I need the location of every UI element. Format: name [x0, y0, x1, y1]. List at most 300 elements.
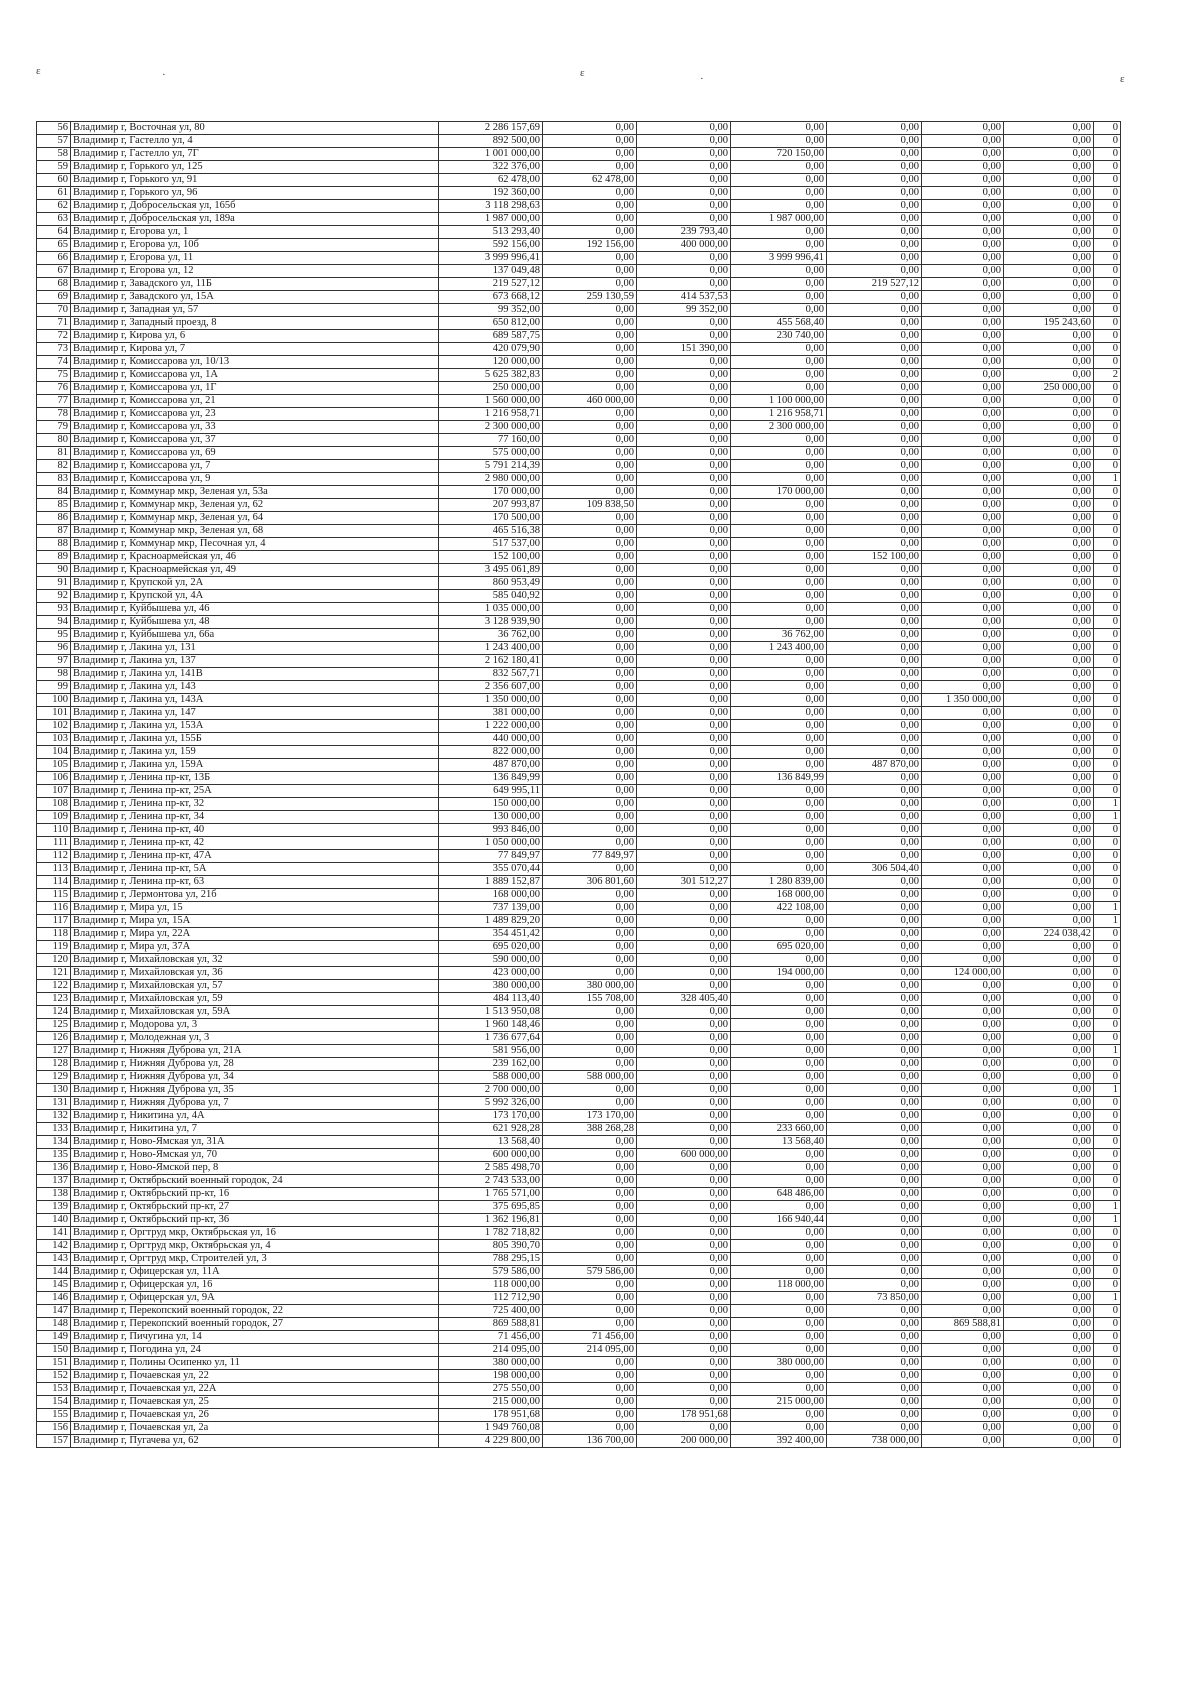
amount-col-5-cell: 0,00 — [922, 122, 1004, 135]
amount-col-5-cell: 0,00 — [922, 1240, 1004, 1253]
amount-col-2-cell: 0,00 — [637, 421, 731, 434]
total-amount-cell: 484 113,40 — [439, 993, 543, 1006]
address-cell: Владимир г, Октябрьский пр-кт, 36 — [71, 1214, 439, 1227]
count-cell: 0 — [1094, 824, 1121, 837]
address-cell: Владимир г, Октябрьский пр-кт, 16 — [71, 1188, 439, 1201]
count-cell: 0 — [1094, 434, 1121, 447]
table-row — [37, 369, 1121, 382]
total-amount-cell: 513 293,40 — [439, 226, 543, 239]
amount-col-3-cell: 0,00 — [731, 928, 827, 941]
table-row — [37, 668, 1121, 681]
amount-col-6-cell: 0,00 — [1004, 590, 1094, 603]
amount-col-4-cell: 0,00 — [827, 447, 922, 460]
amount-col-5-cell: 0,00 — [922, 811, 1004, 824]
count-cell: 0 — [1094, 707, 1121, 720]
total-amount-cell: 590 000,00 — [439, 954, 543, 967]
amount-col-5-cell: 0,00 — [922, 785, 1004, 798]
address-cell: Владимир г, Михайловская ул, 32 — [71, 954, 439, 967]
total-amount-cell: 621 928,28 — [439, 1123, 543, 1136]
total-amount-cell: 99 352,00 — [439, 304, 543, 317]
amount-col-2-cell: 0,00 — [637, 1123, 731, 1136]
count-cell: 1 — [1094, 1214, 1121, 1227]
amount-col-3-cell: 233 660,00 — [731, 1123, 827, 1136]
amount-col-3-cell: 0,00 — [731, 525, 827, 538]
table-row — [37, 1175, 1121, 1188]
amount-col-2-cell: 0,00 — [637, 564, 731, 577]
total-amount-cell: 3 118 298,63 — [439, 200, 543, 213]
amount-col-5-cell: 0,00 — [922, 876, 1004, 889]
total-amount-cell: 1 513 950,08 — [439, 1006, 543, 1019]
amount-col-3-cell: 648 486,00 — [731, 1188, 827, 1201]
amount-col-5-cell: 0,00 — [922, 161, 1004, 174]
amount-col-3-cell: 0,00 — [731, 1240, 827, 1253]
row-number: 104 — [37, 746, 71, 759]
total-amount-cell: 168 000,00 — [439, 889, 543, 902]
table-row — [37, 681, 1121, 694]
address-cell: Владимир г, Комиссарова ул, 10/13 — [71, 356, 439, 369]
row-number: 85 — [37, 499, 71, 512]
count-cell: 1 — [1094, 1045, 1121, 1058]
amount-col-1-cell: 0,00 — [543, 486, 637, 499]
amount-col-5-cell: 0,00 — [922, 1071, 1004, 1084]
count-cell: 0 — [1094, 1318, 1121, 1331]
table-row — [37, 551, 1121, 564]
amount-col-4-cell: 0,00 — [827, 1058, 922, 1071]
count-cell: 0 — [1094, 1435, 1121, 1448]
amount-col-4-cell: 0,00 — [827, 772, 922, 785]
amount-col-1-cell: 109 838,50 — [543, 499, 637, 512]
amount-col-5-cell: 0,00 — [922, 148, 1004, 161]
amount-col-3-cell: 0,00 — [731, 460, 827, 473]
table-row — [37, 252, 1121, 265]
amount-col-1-cell: 0,00 — [543, 967, 637, 980]
amount-col-5-cell: 0,00 — [922, 1435, 1004, 1448]
amount-col-2-cell: 0,00 — [637, 187, 731, 200]
amount-col-6-cell: 0,00 — [1004, 668, 1094, 681]
row-number: 148 — [37, 1318, 71, 1331]
address-cell: Владимир г, Лакина ул, 141В — [71, 668, 439, 681]
address-cell: Владимир г, Пугачева ул, 62 — [71, 1435, 439, 1448]
amount-col-1-cell: 0,00 — [543, 252, 637, 265]
amount-col-2-cell: 0,00 — [637, 733, 731, 746]
count-cell: 0 — [1094, 447, 1121, 460]
address-cell: Владимир г, Комиссарова ул, 21 — [71, 395, 439, 408]
table-row — [37, 889, 1121, 902]
scan-mark-3: ε — [580, 67, 585, 79]
total-amount-cell: 689 587,75 — [439, 330, 543, 343]
amount-col-5-cell: 0,00 — [922, 460, 1004, 473]
amount-col-4-cell: 0,00 — [827, 421, 922, 434]
amount-col-3-cell: 0,00 — [731, 1019, 827, 1032]
amount-col-6-cell: 0,00 — [1004, 603, 1094, 616]
amount-col-5-cell: 0,00 — [922, 642, 1004, 655]
total-amount-cell: 5 992 326,00 — [439, 1097, 543, 1110]
amount-col-4-cell: 0,00 — [827, 616, 922, 629]
total-amount-cell: 1 001 000,00 — [439, 148, 543, 161]
address-cell: Владимир г, Ново-Ямской пер, 8 — [71, 1162, 439, 1175]
amount-col-6-cell: 0,00 — [1004, 655, 1094, 668]
row-number: 145 — [37, 1279, 71, 1292]
row-number: 92 — [37, 590, 71, 603]
amount-col-5-cell: 0,00 — [922, 720, 1004, 733]
amount-col-2-cell: 301 512,27 — [637, 876, 731, 889]
table-row — [37, 759, 1121, 772]
row-number: 127 — [37, 1045, 71, 1058]
row-number: 67 — [37, 265, 71, 278]
amount-col-4-cell: 0,00 — [827, 967, 922, 980]
row-number: 105 — [37, 759, 71, 772]
amount-col-4-cell: 0,00 — [827, 980, 922, 993]
amount-col-4-cell: 0,00 — [827, 304, 922, 317]
amount-col-5-cell: 0,00 — [922, 1175, 1004, 1188]
amount-col-6-cell: 0,00 — [1004, 369, 1094, 382]
total-amount-cell: 1 889 152,87 — [439, 876, 543, 889]
amount-col-2-cell: 0,00 — [637, 850, 731, 863]
total-amount-cell: 375 695,85 — [439, 1201, 543, 1214]
table-row — [37, 382, 1121, 395]
table-row — [37, 720, 1121, 733]
amount-col-4-cell: 0,00 — [827, 1383, 922, 1396]
amount-col-3-cell: 0,00 — [731, 343, 827, 356]
amount-col-4-cell: 0,00 — [827, 382, 922, 395]
amount-col-4-cell: 0,00 — [827, 681, 922, 694]
amount-col-5-cell: 0,00 — [922, 798, 1004, 811]
address-cell: Владимир г, Нижняя Дуброва ул, 34 — [71, 1071, 439, 1084]
table-row — [37, 265, 1121, 278]
amount-col-3-cell: 0,00 — [731, 616, 827, 629]
row-number: 108 — [37, 798, 71, 811]
table-row — [37, 161, 1121, 174]
row-number: 61 — [37, 187, 71, 200]
amount-col-6-cell: 0,00 — [1004, 408, 1094, 421]
total-amount-cell: 725 400,00 — [439, 1305, 543, 1318]
row-number: 98 — [37, 668, 71, 681]
count-cell: 0 — [1094, 616, 1121, 629]
count-cell: 0 — [1094, 1110, 1121, 1123]
amount-col-1-cell: 192 156,00 — [543, 239, 637, 252]
row-number: 151 — [37, 1357, 71, 1370]
table-row — [37, 1019, 1121, 1032]
amount-col-1-cell: 380 000,00 — [543, 980, 637, 993]
amount-col-4-cell: 0,00 — [827, 317, 922, 330]
address-cell: Владимир г, Мира ул, 15 — [71, 902, 439, 915]
table-row — [37, 824, 1121, 837]
amount-col-2-cell: 0,00 — [637, 772, 731, 785]
address-cell: Владимир г, Нижняя Дуброва ул, 28 — [71, 1058, 439, 1071]
amount-col-3-cell: 0,00 — [731, 785, 827, 798]
amount-col-6-cell: 0,00 — [1004, 265, 1094, 278]
amount-col-2-cell: 0,00 — [637, 1305, 731, 1318]
address-cell: Владимир г, Мира ул, 37А — [71, 941, 439, 954]
amount-col-6-cell: 0,00 — [1004, 967, 1094, 980]
row-number: 120 — [37, 954, 71, 967]
amount-col-3-cell: 0,00 — [731, 161, 827, 174]
count-cell: 0 — [1094, 291, 1121, 304]
amount-col-6-cell: 0,00 — [1004, 1188, 1094, 1201]
address-cell: Владимир г, Комиссарова ул, 1Г — [71, 382, 439, 395]
amount-col-2-cell: 0,00 — [637, 980, 731, 993]
amount-col-2-cell: 400 000,00 — [637, 239, 731, 252]
count-cell: 0 — [1094, 603, 1121, 616]
address-cell: Владимир г, Ленина пр-кт, 25А — [71, 785, 439, 798]
count-cell: 0 — [1094, 1019, 1121, 1032]
amount-col-1-cell: 0,00 — [543, 564, 637, 577]
count-cell: 1 — [1094, 1084, 1121, 1097]
amount-col-5-cell: 0,00 — [922, 408, 1004, 421]
amount-col-6-cell: 0,00 — [1004, 772, 1094, 785]
amount-col-1-cell: 0,00 — [543, 551, 637, 564]
amount-col-1-cell: 0,00 — [543, 122, 637, 135]
amount-col-4-cell: 219 527,12 — [827, 278, 922, 291]
total-amount-cell: 423 000,00 — [439, 967, 543, 980]
amount-col-6-cell: 0,00 — [1004, 291, 1094, 304]
amount-col-6-cell: 0,00 — [1004, 850, 1094, 863]
row-number: 73 — [37, 343, 71, 356]
table-row — [37, 122, 1121, 135]
amount-col-2-cell: 0,00 — [637, 1188, 731, 1201]
amount-col-6-cell: 0,00 — [1004, 1318, 1094, 1331]
table-row — [37, 1214, 1121, 1227]
table-row — [37, 1266, 1121, 1279]
amount-col-6-cell: 0,00 — [1004, 1409, 1094, 1422]
row-number: 82 — [37, 460, 71, 473]
amount-col-4-cell: 0,00 — [827, 1409, 922, 1422]
amount-col-6-cell: 0,00 — [1004, 577, 1094, 590]
address-cell: Владимир г, Коммунар мкр, Зеленая ул, 62 — [71, 499, 439, 512]
amount-col-2-cell: 99 352,00 — [637, 304, 731, 317]
row-number: 84 — [37, 486, 71, 499]
count-cell: 0 — [1094, 1422, 1121, 1435]
count-cell: 0 — [1094, 889, 1121, 902]
address-cell: Владимир г, Комиссарова ул, 23 — [71, 408, 439, 421]
amount-col-4-cell: 152 100,00 — [827, 551, 922, 564]
address-cell: Владимир г, Куйбышева ул, 66а — [71, 629, 439, 642]
amount-col-1-cell: 0,00 — [543, 1227, 637, 1240]
amount-col-6-cell: 0,00 — [1004, 1006, 1094, 1019]
amount-col-2-cell: 0,00 — [637, 408, 731, 421]
address-cell: Владимир г, Модорова ул, 3 — [71, 1019, 439, 1032]
amount-col-2-cell: 0,00 — [637, 356, 731, 369]
amount-col-4-cell: 0,00 — [827, 1422, 922, 1435]
row-number: 68 — [37, 278, 71, 291]
amount-col-2-cell: 0,00 — [637, 1110, 731, 1123]
count-cell: 0 — [1094, 1305, 1121, 1318]
table-row — [37, 1201, 1121, 1214]
row-number: 100 — [37, 694, 71, 707]
amount-col-1-cell: 0,00 — [543, 1006, 637, 1019]
amount-col-4-cell: 0,00 — [827, 876, 922, 889]
amount-col-4-cell: 0,00 — [827, 1045, 922, 1058]
table-row — [37, 1253, 1121, 1266]
total-amount-cell: 215 000,00 — [439, 1396, 543, 1409]
amount-col-4-cell: 0,00 — [827, 811, 922, 824]
row-number: 134 — [37, 1136, 71, 1149]
total-amount-cell: 1 960 148,46 — [439, 1019, 543, 1032]
amount-col-2-cell: 0,00 — [637, 1175, 731, 1188]
count-cell: 0 — [1094, 720, 1121, 733]
amount-col-2-cell: 0,00 — [637, 1422, 731, 1435]
total-amount-cell: 649 995,11 — [439, 785, 543, 798]
total-amount-cell: 77 849,97 — [439, 850, 543, 863]
table-row — [37, 642, 1121, 655]
amount-col-1-cell: 0,00 — [543, 226, 637, 239]
table-row — [37, 837, 1121, 850]
amount-col-4-cell: 0,00 — [827, 200, 922, 213]
amount-col-2-cell: 0,00 — [637, 655, 731, 668]
amount-col-5-cell: 0,00 — [922, 499, 1004, 512]
amount-col-2-cell: 0,00 — [637, 863, 731, 876]
count-cell: 0 — [1094, 226, 1121, 239]
amount-col-1-cell: 0,00 — [543, 369, 637, 382]
amount-col-6-cell: 0,00 — [1004, 1305, 1094, 1318]
amount-col-6-cell: 0,00 — [1004, 1266, 1094, 1279]
count-cell: 0 — [1094, 993, 1121, 1006]
row-number: 89 — [37, 551, 71, 564]
amount-col-2-cell: 0,00 — [637, 1201, 731, 1214]
total-amount-cell: 3 999 996,41 — [439, 252, 543, 265]
amount-col-5-cell: 0,00 — [922, 889, 1004, 902]
address-cell: Владимир г, Ново-Ямская ул, 31А — [71, 1136, 439, 1149]
row-number: 111 — [37, 837, 71, 850]
amount-col-5-cell: 0,00 — [922, 837, 1004, 850]
amount-col-1-cell: 0,00 — [543, 863, 637, 876]
address-cell: Владимир г, Офицерская ул, 11А — [71, 1266, 439, 1279]
total-amount-cell: 36 762,00 — [439, 629, 543, 642]
count-cell: 0 — [1094, 1279, 1121, 1292]
amount-col-5-cell: 0,00 — [922, 434, 1004, 447]
address-cell: Владимир г, Лакина ул, 131 — [71, 642, 439, 655]
amount-col-5-cell: 0,00 — [922, 304, 1004, 317]
amount-col-3-cell: 170 000,00 — [731, 486, 827, 499]
amount-col-6-cell: 0,00 — [1004, 512, 1094, 525]
row-number: 64 — [37, 226, 71, 239]
row-number: 112 — [37, 850, 71, 863]
amount-col-5-cell: 0,00 — [922, 1279, 1004, 1292]
total-amount-cell: 173 170,00 — [439, 1110, 543, 1123]
row-number: 59 — [37, 161, 71, 174]
address-cell: Владимир г, Никитина ул, 7 — [71, 1123, 439, 1136]
amount-col-2-cell: 0,00 — [637, 902, 731, 915]
amount-col-1-cell: 0,00 — [543, 720, 637, 733]
count-cell: 0 — [1094, 1058, 1121, 1071]
amount-col-2-cell: 0,00 — [637, 1383, 731, 1396]
amount-col-3-cell: 0,00 — [731, 1305, 827, 1318]
count-cell: 0 — [1094, 1006, 1121, 1019]
address-cell: Владимир г, Комиссарова ул, 9 — [71, 473, 439, 486]
table-row — [37, 590, 1121, 603]
amount-col-2-cell: 328 405,40 — [637, 993, 731, 1006]
total-amount-cell: 112 712,90 — [439, 1292, 543, 1305]
amount-col-2-cell: 0,00 — [637, 369, 731, 382]
amount-col-2-cell: 0,00 — [637, 629, 731, 642]
amount-col-1-cell: 0,00 — [543, 512, 637, 525]
row-number: 57 — [37, 135, 71, 148]
amount-col-2-cell: 0,00 — [637, 642, 731, 655]
row-number: 79 — [37, 421, 71, 434]
amount-col-3-cell: 0,00 — [731, 798, 827, 811]
amount-col-4-cell: 0,00 — [827, 889, 922, 902]
amount-col-1-cell: 0,00 — [543, 733, 637, 746]
count-cell: 0 — [1094, 304, 1121, 317]
total-amount-cell: 1 736 677,64 — [439, 1032, 543, 1045]
amount-col-4-cell: 0,00 — [827, 746, 922, 759]
table-row — [37, 811, 1121, 824]
amount-col-1-cell: 0,00 — [543, 382, 637, 395]
amount-col-3-cell: 0,00 — [731, 200, 827, 213]
count-cell: 0 — [1094, 772, 1121, 785]
total-amount-cell: 2 700 000,00 — [439, 1084, 543, 1097]
amount-col-1-cell: 0,00 — [543, 538, 637, 551]
amount-col-6-cell: 0,00 — [1004, 1097, 1094, 1110]
amount-col-1-cell: 579 586,00 — [543, 1266, 637, 1279]
amount-col-5-cell: 0,00 — [922, 863, 1004, 876]
amount-col-3-cell: 0,00 — [731, 720, 827, 733]
amount-col-3-cell: 2 300 000,00 — [731, 421, 827, 434]
amount-col-3-cell: 0,00 — [731, 1032, 827, 1045]
address-cell: Владимир г, Коммунар мкр, Песочная ул, 4 — [71, 538, 439, 551]
scan-mark-1: ε — [36, 65, 41, 77]
amount-col-1-cell: 0,00 — [543, 1253, 637, 1266]
amount-col-3-cell: 392 400,00 — [731, 1435, 827, 1448]
address-cell: Владимир г, Добросельская ул, 165б — [71, 200, 439, 213]
table-row — [37, 1123, 1121, 1136]
address-cell: Владимир г, Егорова ул, 1 — [71, 226, 439, 239]
amount-col-1-cell: 0,00 — [543, 213, 637, 226]
amount-col-1-cell: 0,00 — [543, 772, 637, 785]
amount-col-1-cell: 0,00 — [543, 1240, 637, 1253]
amount-col-5-cell: 0,00 — [922, 1396, 1004, 1409]
count-cell: 1 — [1094, 473, 1121, 486]
address-cell: Владимир г, Добросельская ул, 189а — [71, 213, 439, 226]
count-cell: 0 — [1094, 1123, 1121, 1136]
amount-col-3-cell: 0,00 — [731, 759, 827, 772]
total-amount-cell: 832 567,71 — [439, 668, 543, 681]
amount-col-2-cell: 0,00 — [637, 616, 731, 629]
amount-col-3-cell: 0,00 — [731, 1058, 827, 1071]
table-row — [37, 200, 1121, 213]
address-cell: Владимир г, Восточная ул, 80 — [71, 122, 439, 135]
row-number: 96 — [37, 642, 71, 655]
total-amount-cell: 1 987 000,00 — [439, 213, 543, 226]
count-cell: 0 — [1094, 1331, 1121, 1344]
amount-col-1-cell: 0,00 — [543, 317, 637, 330]
row-number: 137 — [37, 1175, 71, 1188]
amount-col-5-cell: 0,00 — [922, 473, 1004, 486]
count-cell: 0 — [1094, 928, 1121, 941]
total-amount-cell: 250 000,00 — [439, 382, 543, 395]
amount-col-3-cell: 0,00 — [731, 850, 827, 863]
amount-col-3-cell: 422 108,00 — [731, 902, 827, 915]
amount-col-2-cell: 0,00 — [637, 1396, 731, 1409]
amount-col-1-cell: 0,00 — [543, 1149, 637, 1162]
count-cell: 0 — [1094, 694, 1121, 707]
table-row — [37, 850, 1121, 863]
address-cell: Владимир г, Кирова ул, 6 — [71, 330, 439, 343]
table-row — [37, 577, 1121, 590]
amount-col-6-cell: 0,00 — [1004, 1045, 1094, 1058]
amount-col-6-cell: 0,00 — [1004, 824, 1094, 837]
total-amount-cell: 192 360,00 — [439, 187, 543, 200]
amount-col-4-cell: 0,00 — [827, 265, 922, 278]
total-amount-cell: 170 000,00 — [439, 486, 543, 499]
amount-col-2-cell: 0,00 — [637, 811, 731, 824]
amount-col-5-cell: 0,00 — [922, 135, 1004, 148]
amount-col-6-cell: 0,00 — [1004, 148, 1094, 161]
address-cell: Владимир г, Куйбышева ул, 46 — [71, 603, 439, 616]
table-row — [37, 343, 1121, 356]
amount-col-3-cell: 215 000,00 — [731, 1396, 827, 1409]
table-row — [37, 1318, 1121, 1331]
